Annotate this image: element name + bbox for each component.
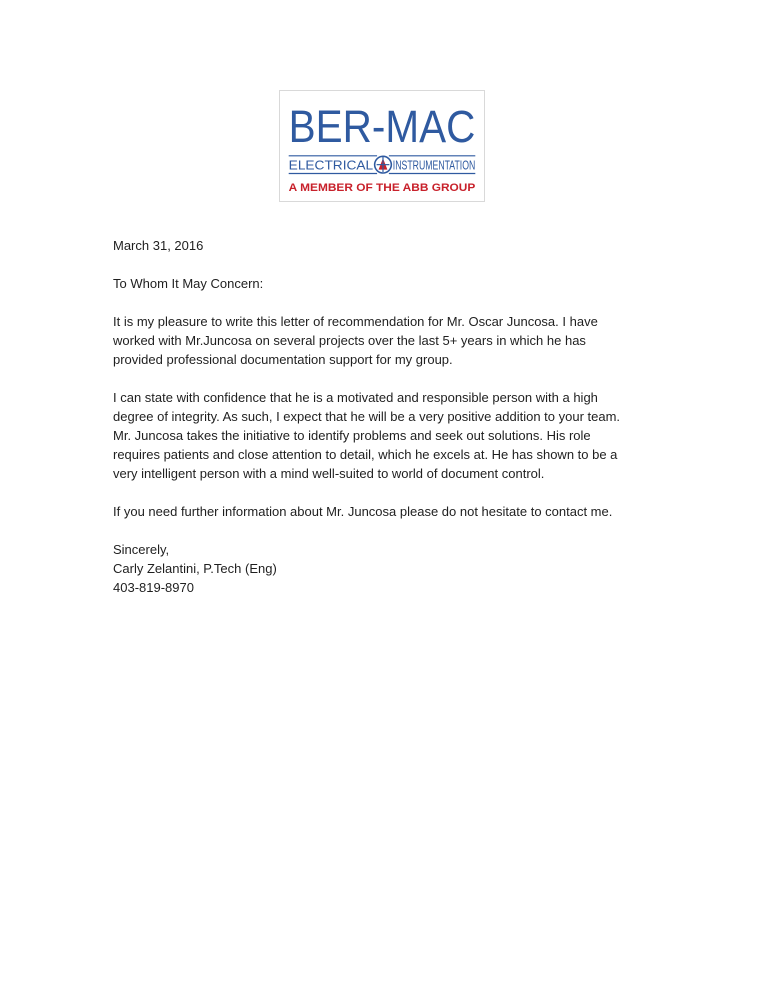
logo-electrical-text: ELECTRICAL bbox=[288, 157, 374, 173]
letter-date: March 31, 2016 bbox=[113, 238, 204, 253]
letter-paragraph-2 bbox=[113, 388, 673, 483]
logo-emblem-icon bbox=[375, 156, 392, 173]
letter-salutation: To Whom It May Concern: bbox=[113, 276, 264, 291]
letter-closing: Sincerely, bbox=[113, 542, 170, 557]
logo-brand-text: BER-MAC bbox=[288, 101, 476, 153]
paragraph-line: provided professional documentation support for my group. bbox=[113, 352, 453, 367]
paragraph-line: worked with Mr.Juncosa on several projects over the last 5+ years in which he has bbox=[113, 333, 586, 348]
letter-paragraph-1 bbox=[113, 312, 673, 369]
paragraph-line: very intelligent person with a mind well-suited to world of document control. bbox=[113, 466, 545, 481]
paragraph-line: degree of integrity. As such, I expect that he will be a very positive addition to your team. bbox=[113, 409, 621, 424]
logo-instrumentation-text: INSTRUMENTATION bbox=[392, 157, 476, 173]
letter-body bbox=[113, 236, 673, 597]
logo-tagline-text: A MEMBER OF THE ABB GROUP bbox=[288, 182, 476, 195]
paragraph-line: requires patients and close attention to detail, which he excels at. He has shown to be a bbox=[113, 447, 618, 462]
signature-name: Carly Zelantini, P.Tech (Eng) bbox=[113, 561, 277, 576]
paragraph-line: It is my pleasure to write this letter of recommendation for Mr. Oscar Juncosa. I have bbox=[113, 314, 598, 329]
paragraph-line: Mr. Juncosa takes the initiative to identify problems and seek out solutions. His role bbox=[113, 428, 591, 443]
ber-mac-logo-image bbox=[280, 91, 484, 201]
signature-phone: 403-819-8970 bbox=[113, 580, 194, 595]
letter-paragraph-3: If you need further information about Mr. Juncosa please do not hesitate to contact me. bbox=[113, 504, 613, 519]
company-logo bbox=[279, 90, 485, 202]
paragraph-line: I can state with confidence that he is a motivated and responsible person with a high bbox=[113, 390, 598, 405]
